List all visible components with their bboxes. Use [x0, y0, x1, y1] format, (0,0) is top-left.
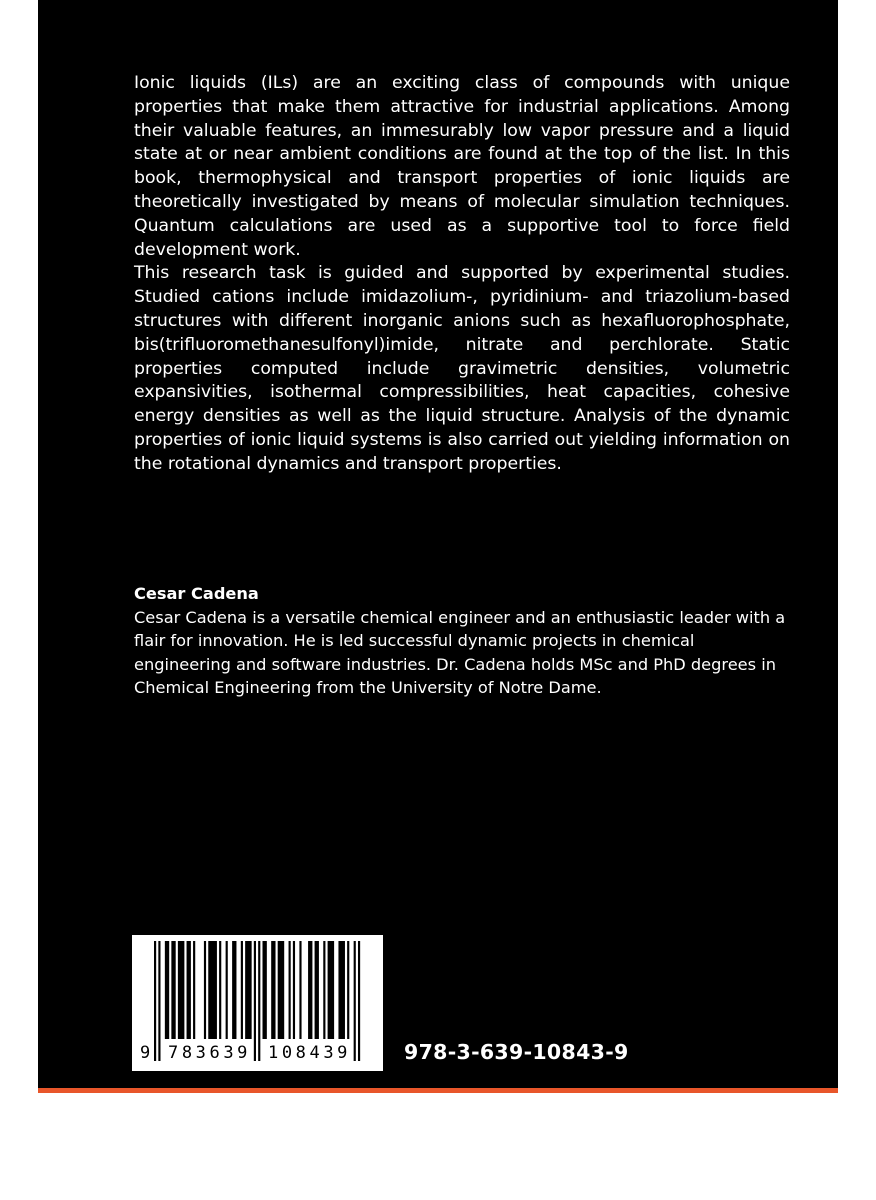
barcode-bar — [308, 941, 312, 1039]
barcode-bar — [219, 941, 221, 1039]
barcode-bar — [293, 941, 295, 1039]
barcode-bar — [245, 941, 252, 1039]
barcode-bar — [171, 941, 175, 1039]
barcode-digits-left: 783639 — [168, 1043, 252, 1063]
barcode-bar — [232, 941, 236, 1039]
barcode-digit-first: 9 — [140, 1043, 151, 1063]
barcode-bar — [187, 941, 191, 1039]
barcode-bar — [328, 941, 335, 1039]
barcode-bar — [204, 941, 206, 1039]
isbn-label: 978-3-639-10843-9 — [404, 1040, 629, 1064]
book-description — [134, 72, 790, 477]
barcode-bar — [278, 941, 285, 1039]
barcode-bar — [226, 941, 228, 1039]
barcode-digits-right: 108439 — [268, 1043, 352, 1063]
barcode-bar — [315, 941, 319, 1039]
description-paragraph-1: Ionic liquids (ILs) are an exciting class of compounds with unique properties that make them attractive for industrial applications. Among their valuable features, an immesurably low vapor pressure and a liquid state at or near ambient conditions are found at the top of the list. In this book, thermophysical and transport properties of ionic liquids are theoretically investigated by means of molecular simulation techniques. Quantum calculations are used as a supportive tool to force field development work. — [134, 73, 790, 260]
barcode-bar — [271, 941, 275, 1039]
barcode-bar — [241, 941, 243, 1039]
description-paragraph-2: This research task is guided and supported by experimental studies. Studied cations include imidazolium-, pyridinium- and triazolium-based structures with different inorganic anions such as hexafluorophosphate, bis(trifluoromethanesulfonyl)imide, nitrate and perchlorate. Static properties computed include gravimetric densities, volumetric expansivities, isothermal compressibilities, heat capacities, cohesive energy densities as well as the liquid structure. Analysis of the dynamic properties of ionic liquid systems is also carried out yielding information on the rotational dynamics and transport properties. — [134, 263, 790, 474]
barcode-bar — [178, 941, 185, 1039]
author-section — [134, 582, 790, 700]
barcode-digits — [132, 1039, 383, 1067]
barcode-bar — [323, 941, 325, 1039]
author-bio: Cesar Cadena is a versatile chemical engineer and an enthusiastic leader with a flair for innovation. He is led successful dynamic projects in chemical engineering and software industries. Dr. Cadena holds MSc and PhD degrees in Chemical Engineering from the University of Notre Dame. — [134, 607, 786, 698]
barcode-bar — [289, 941, 291, 1039]
barcode-bar — [208, 941, 217, 1039]
accent-rule — [38, 1088, 838, 1093]
barcode-bar — [347, 941, 349, 1039]
author-name: Cesar Cadena — [134, 584, 259, 603]
barcode-bar — [193, 941, 195, 1039]
barcode-bar — [263, 941, 267, 1039]
barcode-bar — [299, 941, 301, 1039]
barcode-bar — [165, 941, 169, 1039]
barcode-bar — [338, 941, 345, 1039]
barcode — [132, 935, 383, 1071]
